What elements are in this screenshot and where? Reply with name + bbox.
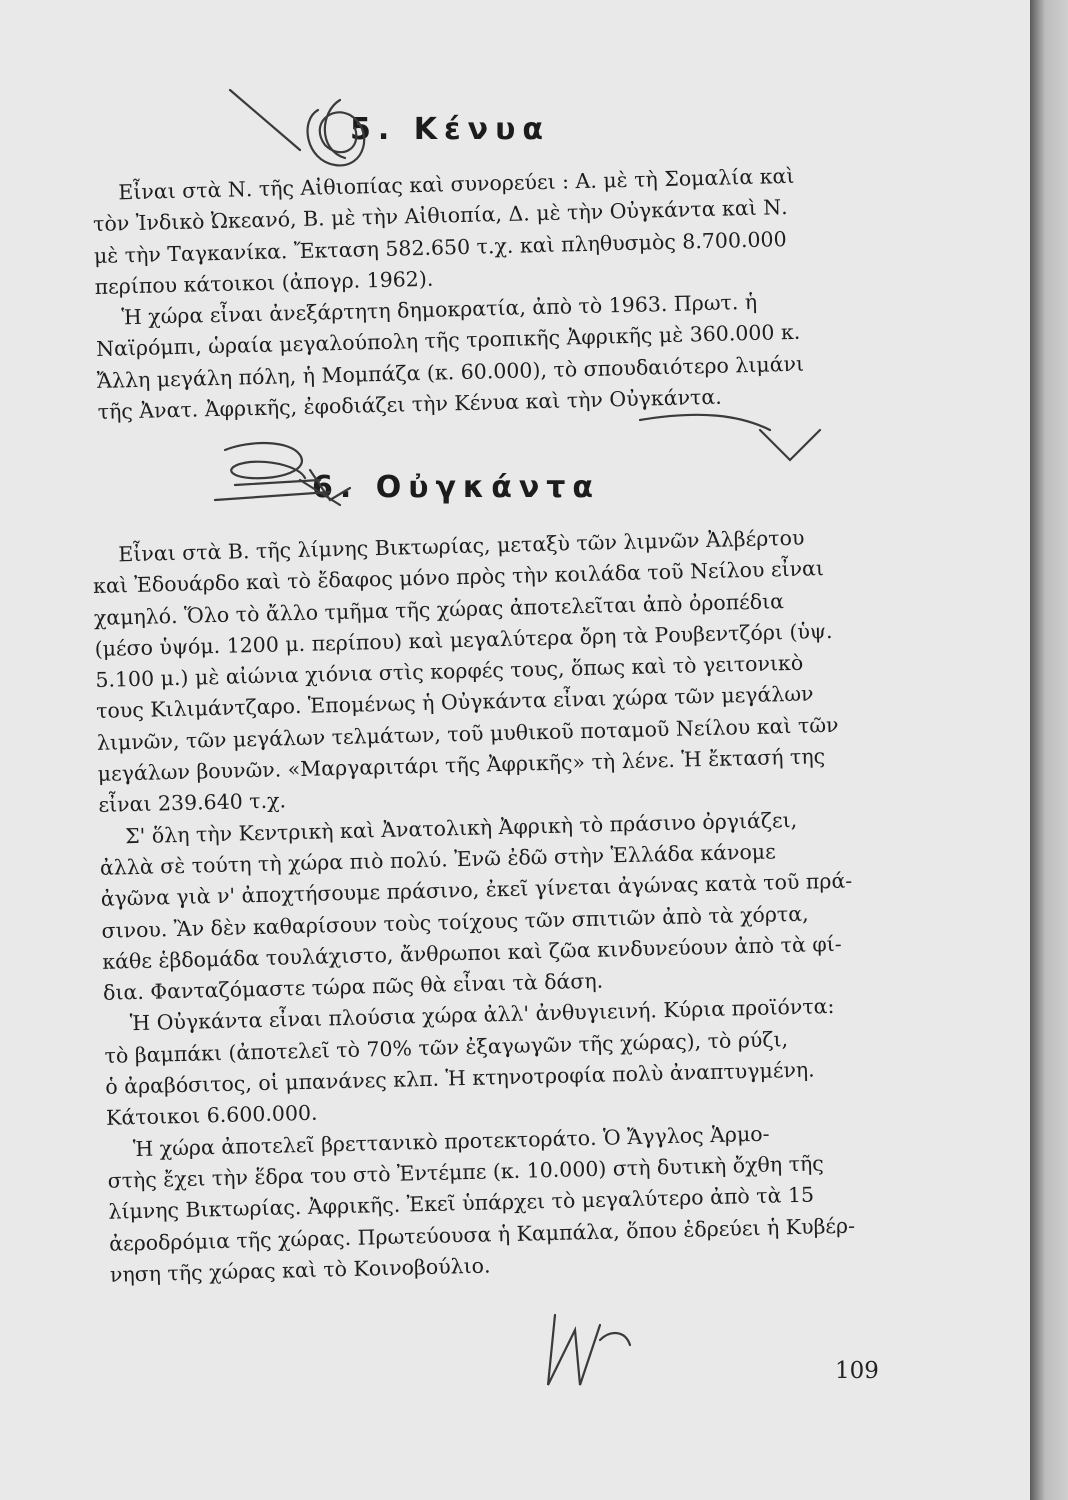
text-line: ἀλλὰ σὲ τούτη τὴ χώρα πιὸ πολύ. Ἐνῶ ἐδῶ στὴν Ἑλλάδα κάνομε — [99, 839, 776, 880]
text-line: (μέσο ὑψόμ. 1200 μ. περίπου) καὶ μεγαλύτερα ὄρη τὰ Ρουβεντζόρι (ὑψ. — [94, 618, 833, 661]
text-line: Ἄλλη μεγάλη πόλη, ἡ Μομπάζα (κ. 60.000), τὸ σπουδαιότερο λιμάνι — [96, 351, 805, 393]
section-heading-uganda: 6. Οὐγκάντα — [312, 470, 601, 505]
text-line: Ναϊρόμπι, ὡραία μεγαλούπολη τῆς τροπικῆς Ἀφρικῆς μὲ 360.000 κ. — [95, 320, 801, 362]
text-line: Ἡ Οὐγκάντα εἶναι πλούσια χώρα ἀλλ' ἀνθυγιεινή. Κύρια προϊόντα: — [129, 994, 835, 1036]
kenya-text-block — [92, 158, 898, 428]
book-spine-edge — [1030, 0, 1068, 1500]
text-line: Εἶναι στὰ Β. τῆς λίμνης Βικτωρίας, μεταξὺ τῶν λιμνῶν Ἀλβέρτου — [118, 525, 805, 567]
text-line: Ἡ χώρα εἶναι ἀνεξάρτητη δημοκρατία, ἀπὸ τὸ 1963. Πρωτ. ἡ — [121, 289, 758, 330]
swoosh-mark — [640, 415, 770, 430]
text-line: μεγάλων βουνῶν. «Μαργαριτάρι τῆς Ἀφρικῆς» τὴ λένε. Ἡ ἔκτασή της — [97, 744, 826, 787]
text-line: ὁ ἀραβόσιτος, οἱ μπανάνες κλπ. Ἡ κτηνοτροφία πολὺ ἀναπτυγμένη. — [105, 1057, 815, 1099]
text-line: καὶ Ἐδουάρδο καὶ τὸ ἔδαφος μόνο πρὸς τὴν κοιλάδα τοῦ Νείλου εἶναι — [92, 556, 825, 599]
text-line: εἶναι 239.640 τ.χ. — [98, 788, 287, 818]
text-line: Σ' ὅλη τὴν Κεντρικὴ καὶ Ἀνατολικὴ Ἀφρικὴ τὸ πράσινο ὀργιάζει, — [124, 807, 798, 848]
text-line: λιμνῶν, τῶν μεγάλων τελμάτων, τοῦ μυθικοῦ ποταμοῦ Νείλου καὶ τῶν — [96, 712, 839, 755]
text-line: τὸν Ἰνδικὸ Ὠκεανό, Β. μὲ τὴν Αἰθιοπία, Δ. μὲ τὴν Οὐγκάντα καὶ Ν. — [92, 195, 788, 237]
text-line: τους Κιλιμάντζαρο. Ἑπομένως ἡ Οὐγκάντα εἶναι χώρα τῶν μεγάλων — [95, 681, 814, 724]
text-line: ἀγῶνα γιὰ ν' ἀποχτήσουμε πράσινο, ἐκεῖ γίνεται ἀγώνας κατὰ τοῦ πρά- — [100, 868, 853, 912]
text-line: νηση τῆς χώρας καὶ τὸ Κοινοβούλιο. — [109, 1253, 491, 1287]
uganda-text-block — [92, 520, 910, 1290]
text-line: τῆς Ἀνατ. Ἀφρικῆς, ἐφοδιάζει τὴν Κένυα καὶ τὴν Οὐγκάντα. — [97, 384, 722, 425]
text-line: Ἡ χώρα ἀποτελεῖ βρεττανικὸ προτεκτοράτο. Ὁ Ἄγγλος Ἁρμο- — [132, 1121, 770, 1161]
text-line: περίπου κάτοικοι (ἀπογρ. 1962). — [94, 266, 434, 299]
page-number: 109 — [835, 1358, 879, 1384]
text-line: μὲ τὴν Ταγκανίκα. Ἔκταση 582.650 τ.χ. καὶ πληθυσμὸς 8.700.000 — [93, 226, 787, 268]
text-line: τὸ βαμπάκι (ἀποτελεῖ τὸ 70% τῶν ἐξαγωγῶν τῆς χώρας), τὸ ρύζι, — [104, 1026, 789, 1068]
scribble-mark — [230, 90, 364, 165]
text-line: Κάτοικοι 6.600.000. — [105, 1101, 318, 1131]
text-line: ἀεροδρόμια τῆς χώρας. Πρωτεύουσα ἡ Καμπάλα, ὅπου ἑδρεύει ἡ Κυβέρ- — [108, 1213, 856, 1256]
text-line: στὴς ἔχει τὴν ἕδρα του στὸ Ἐντέμπε (κ. 10.000) στὴ δυτικὴ ὄχθη τῆς — [107, 1151, 825, 1193]
signature-mark — [548, 1315, 630, 1385]
section-heading-kenya: 5. Κένυα — [350, 112, 550, 147]
text-line: σινου. Ἂν δὲν καθαρίσουν τοὺς τοίχους τῶν σπιτιῶν ἀπὸ τὰ χόρτα, — [101, 901, 809, 943]
text-line: 5.100 μ.) μὲ αἰώνια χιόνια στὶς κορφές τους, ὅπως καὶ τὸ γειτονικὸ — [95, 650, 804, 693]
check-mark — [760, 430, 820, 460]
scribble-mark — [325, 100, 345, 158]
text-line: Εἶναι στὰ Ν. τῆς Αἰθιοπίας καὶ συνορεύει : Α. μὲ τὴ Σομαλία καὶ — [118, 163, 795, 205]
text-line: χαμηλό. Ὅλο τὸ ἄλλο τμῆμα τῆς χώρας ἀποτελεῖται ἀπὸ ὀροπέδια — [93, 588, 785, 630]
text-line: κάθε ἑβδομάδα τουλάχιστο, ἄνθρωποι καὶ ζῶα κινδυνεύουν ἀπὸ τὰ φί- — [102, 931, 842, 974]
text-line: δια. Φανταζόμαστε τώρα πῶς θὰ εἶναι τὰ δάση. — [102, 968, 604, 1006]
text-line: λίμνης Βικτωρίας. Ἀφρικῆς. Ἐκεῖ ὑπάρχει τὸ μεγαλύτερο ἀπὸ τὰ 15 — [108, 1182, 815, 1225]
